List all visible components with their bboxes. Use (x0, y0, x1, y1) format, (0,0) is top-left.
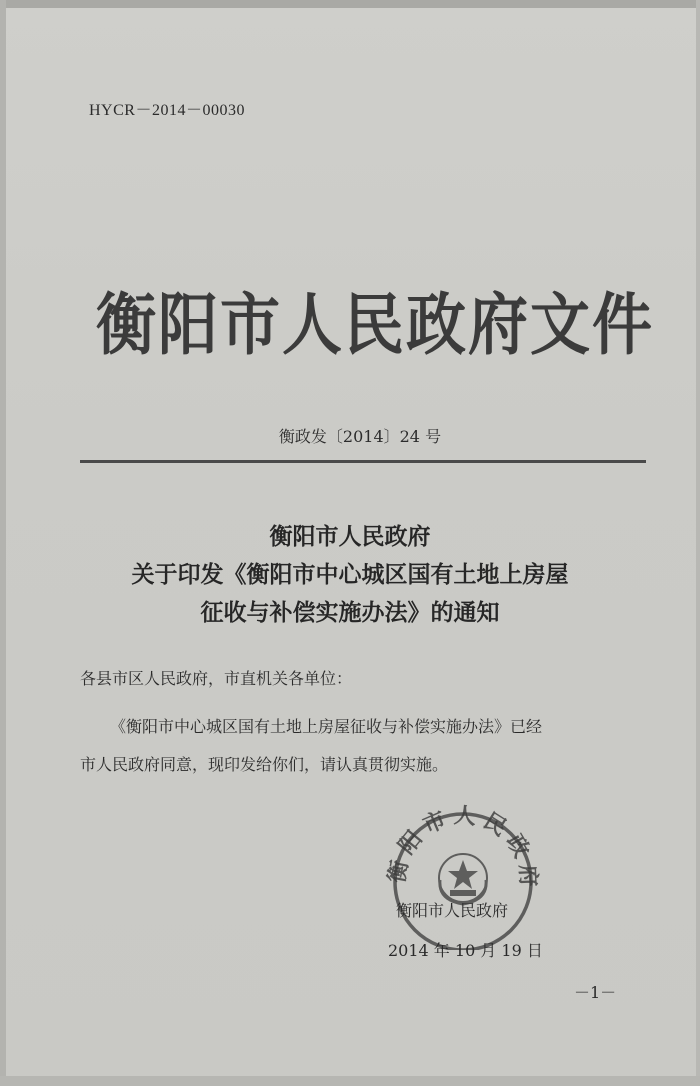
body-line: 《衡阳市中心城区国有土地上房屋征收与补偿实施办法》已经 (110, 717, 543, 736)
national-emblem-icon (439, 854, 487, 904)
notice-title-line: 关于印发《衡阳市中心城区国有土地上房屋 (131, 561, 569, 588)
sign-date: 2014 年 10 月 19 日 (388, 941, 543, 960)
header-divider (80, 460, 646, 463)
notice-title (0, 518, 700, 632)
official-seal (378, 800, 548, 950)
document-number: 衡政发〔2014〕24 号 (278, 427, 442, 446)
document-code: HYCR－2014－00030 (89, 102, 245, 119)
paper-edge-bottom (0, 1076, 700, 1086)
notice-title-line: 征收与补偿实施办法》的通知 (200, 599, 500, 626)
page-number: －1－ (574, 983, 617, 1002)
body-text (80, 708, 650, 784)
signer: 衡阳市人民政府 (396, 901, 509, 920)
notice-title-line: 衡阳市人民政府 (269, 523, 431, 550)
seal-ring-text: 衡阳市人民政府 (383, 802, 542, 894)
salutation: 各县市区人民政府，市直机关各单位： (80, 669, 353, 688)
issuer-title: 衡阳市人民政府文件 (96, 286, 654, 365)
paper-edge-top (0, 0, 700, 8)
body-line: 市人民政府同意，现印发给你们，请认真贯彻实施。 (80, 755, 449, 774)
